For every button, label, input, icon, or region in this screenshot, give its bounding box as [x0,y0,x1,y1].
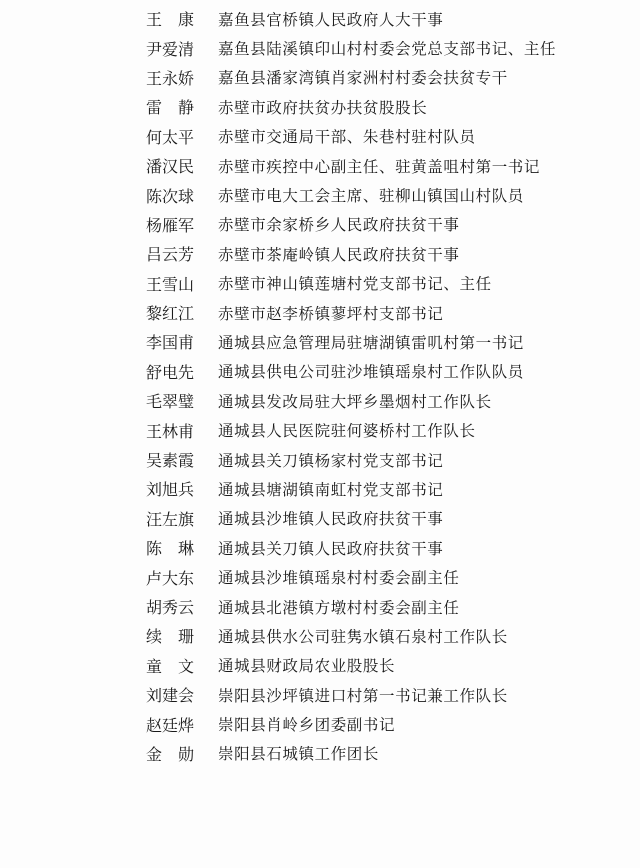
person-title: 赤壁市余家桥乡人民政府扶贫干事 [218,216,460,235]
list-item [146,357,626,386]
person-title: 赤壁市电大工会主席、驻柳山镇国山村队员 [218,187,524,206]
person-title: 嘉鱼县官桥镇人民政府人大干事 [218,10,444,29]
list-item [146,651,626,680]
person-title: 嘉鱼县陆溪镇印山村村委会党总支部书记、主任 [218,40,557,59]
list-item [146,504,626,533]
person-name: 陈 琳 [146,539,195,559]
person-title: 通城县应急管理局驻塘湖镇雷叽村第一书记 [218,333,524,352]
person-title: 赤壁市政府扶贫办扶贫股股长 [218,98,428,117]
person-title: 通城县财政局农业股股长 [218,657,396,676]
person-name: 王林甫 [146,421,195,441]
list-item [146,298,626,327]
list-item [146,210,626,239]
list-item [146,269,626,298]
list-item [146,533,626,562]
person-name: 金 勋 [146,744,195,764]
person-name: 汪左旗 [146,509,195,529]
person-title: 通城县北港镇方墩村村委会副主任 [218,598,460,617]
person-name: 卢大东 [146,568,195,588]
person-name: 黎红江 [146,304,195,324]
person-name: 舒电先 [146,362,195,382]
list-item [146,122,626,151]
list-item [146,4,626,33]
person-name: 雷 静 [146,98,195,118]
person-title: 通城县沙堆镇瑶泉村村委会副主任 [218,569,460,588]
person-name: 毛翠璧 [146,392,195,412]
person-name: 吕云芳 [146,245,195,265]
list-item [146,592,626,621]
list-item [146,386,626,415]
person-name: 续 珊 [146,627,195,647]
person-name: 童 文 [146,656,195,676]
person-name: 胡秀云 [146,598,195,617]
person-title: 通城县关刀镇杨家村党支部书记 [218,451,444,470]
person-title: 崇阳县沙坪镇进口村第一书记兼工作队长 [218,686,508,705]
list-item [146,739,626,768]
list-item [146,327,626,356]
person-title: 崇阳县石城镇工作团长 [218,745,380,764]
person-title: 赤壁市交通局干部、朱巷村驻村队员 [218,128,476,147]
person-title: 崇阳县肖岭乡团委副书记 [218,716,396,735]
person-name: 陈次球 [146,186,195,206]
person-title: 通城县发改局驻大坪乡墨烟村工作队长 [218,392,492,411]
list-item [146,709,626,738]
person-title: 赤壁市疾控中心副主任、驻黄盖咀村第一书记 [218,157,541,176]
person-name: 王雪山 [146,274,195,294]
person-name: 吴素霞 [146,451,195,471]
person-name: 刘建会 [146,686,195,706]
person-name: 王永娇 [146,68,195,88]
person-title: 通城县关刀镇人民政府扶贫干事 [218,539,444,558]
list-item [146,445,626,474]
person-title: 赤壁市神山镇莲塘村党支部书记、主任 [218,275,492,294]
person-name: 赵廷烨 [146,715,195,735]
list-item [146,239,626,268]
person-title: 赤壁市赵李桥镇蓼坪村支部书记 [218,304,444,323]
list-item [146,151,626,180]
person-title: 通城县塘湖镇南虹村党支部书记 [218,480,444,499]
list-item [146,621,626,650]
person-name: 李国甫 [146,333,195,353]
list-item [146,180,626,209]
list-item [146,474,626,503]
person-name: 尹爱清 [146,39,195,59]
person-title: 通城县供水公司驻隽水镇石泉村工作队长 [218,627,508,646]
person-name: 杨雁军 [146,215,195,235]
list-item [146,92,626,121]
list-item [146,415,626,444]
person-title: 通城县人民医院驻何婆桥村工作队长 [218,422,476,441]
list-item [146,63,626,92]
person-name: 潘汉民 [146,157,195,177]
person-title: 通城县供电公司驻沙堆镇瑶泉村工作队队员 [218,363,524,382]
person-name: 刘旭兵 [146,480,195,500]
list-item [146,562,626,591]
person-name: 王 康 [146,10,195,30]
person-name: 何太平 [146,127,195,147]
person-title: 通城县沙堆镇人民政府扶贫干事 [218,510,444,529]
person-title: 赤壁市茶庵岭镇人民政府扶贫干事 [218,245,460,264]
honoree-list [146,4,626,768]
list-item [146,33,626,62]
list-item [146,680,626,709]
person-title: 嘉鱼县潘家湾镇肖家洲村村委会扶贫专干 [218,69,508,88]
